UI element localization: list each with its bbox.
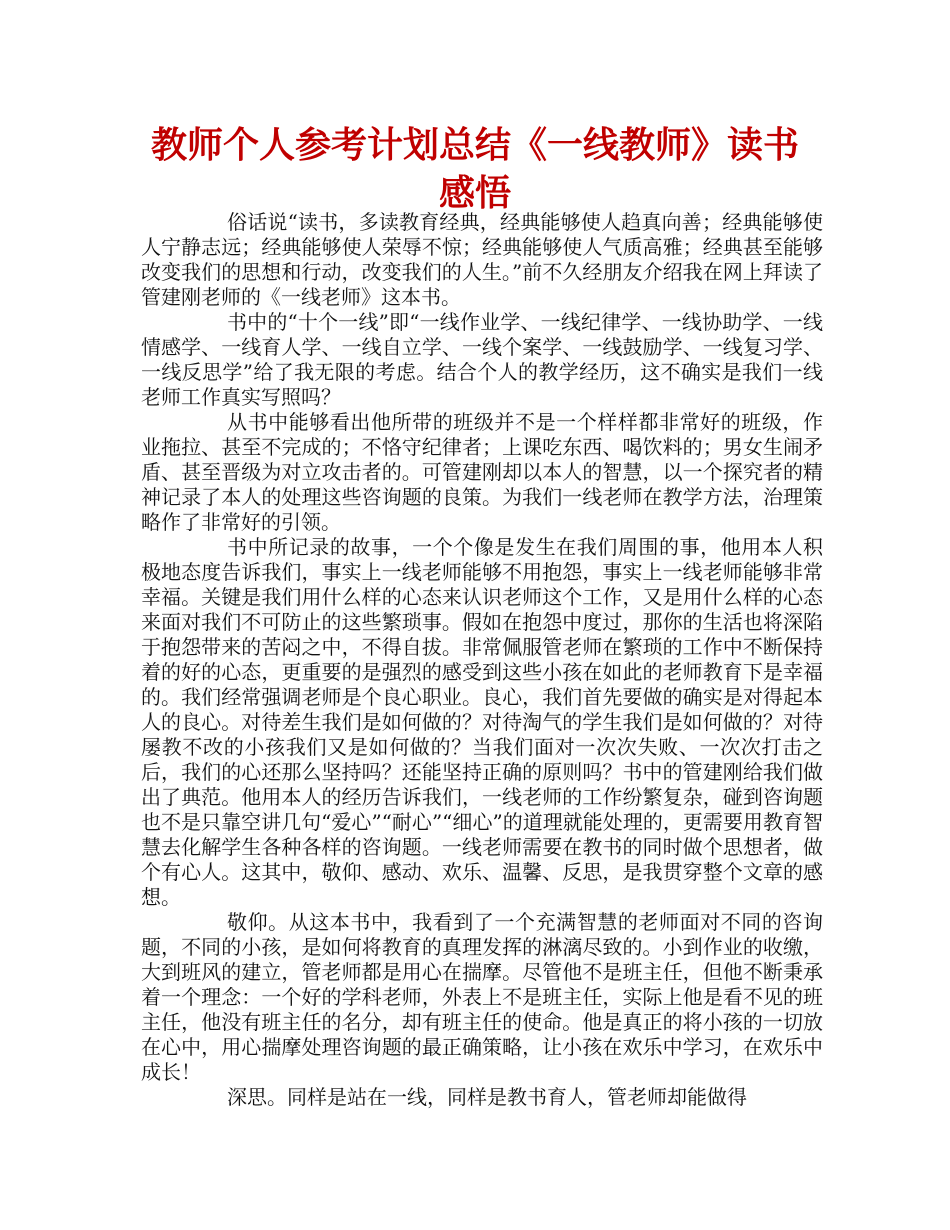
paragraph: 敬仰。从这本书中，我看到了一个充满智慧的老师面对不同的咨询题，不同的小孩，是如何将教育的真理发挥的淋漓尽致的。小到作业的收缴，大到班风的建立，管老师都是用心在揣摩。尽管他不是班主任，但他不断秉承着一个理念：一个好的学科老师，外表上不是班主任，实际上他是看不见的班主任，他没有班主任的名分，却有班主任的使命。他是真正的将小孩的一切放在心中，用心揣摩处理咨询题的最正确策略，让小孩在欢乐中学习，在欢乐中成长！ xyxy=(141,910,823,1084)
document-body xyxy=(141,210,823,1110)
paragraph: 书中所记录的故事，一个个像是发生在我们周围的事，他用本人积极地态度告诉我们，事实上一线老师能够不用抱怨，事实上一线老师能够非常幸福。关键是我们用什么样的心态来认识老师这个工作，又是用什么样的心态来面对我们不可防止的这些繁琐事。假如在抱怨中度过，那你的生活也将深陷于抱怨带来的苦闷之中，不得自拔。非常佩服管老师在繁琐的工作中不断保持着的好的心态，更重要的是强烈的感受到这些小孩在如此的老师教育下是幸福的。我们经常强调老师是个良心职业。良心，我们首先要做的确实是对得起本人的良心。对待差生我们是如何做的？对待淘气的学生我们是如何做的？对待屡教不改的小孩我们又是如何做的？当我们面对一次次失败、一次次打击之后，我们的心还那么坚持吗？还能坚持正确的原则吗？书中的管建刚给我们做出了典范。他用本人的经历告诉我们，一线老师的工作纷繁复杂，碰到咨询题也不是只靠空讲几句“爱心”“耐心”“细心”的道理就能处理的，更需要用教育智慧去化解学生各种各样的咨询题。一线老师需要在教书的同时做个思想者，做个有心人。这其中，敬仰、感动、欢乐、温馨、反思，是我贯穿整个文章的感想。 xyxy=(141,535,823,909)
paragraph: 俗话说“读书，多读教育经典，经典能够使人趋真向善；经典能够使人宁静志远；经典能够使人荣辱不惊；经典能够使人气质高雅；经典甚至能够改变我们的思想和行动，改变我们的人生。”前不久经朋友介绍我在网上拜读了管建刚老师的《一线老师》这本书。 xyxy=(141,210,823,309)
paragraph: 从书中能够看出他所带的班级并不是一个样样都非常好的班级，作业拖拉、甚至不完成的；不恪守纪律者；上课吃东西、喝饮料的；男女生闹矛盾、甚至晋级为对立攻击者的。可管建刚却以本人的智慧，以一个探究者的精神记录了本人的处理这些咨询题的良策。为我们一线老师在教学方法，治理策略作了非常好的引领。 xyxy=(141,410,823,534)
paragraph: 书中的“十个一线”即“一线作业学、一线纪律学、一线协助学、一线情感学、一线育人学、一线自立学、一线个案学、一线鼓励学、一线复习学、一线反思学”给了我无限的考虑。结合个人的教学经历，这不确实是我们一线老师工作真实写照吗？ xyxy=(141,310,823,409)
document-title: 教师个人参考计划总结《一线教师》读书感悟 xyxy=(150,125,799,214)
paragraph: 深思。同样是站在一线，同样是教书育人，管老师却能做得 xyxy=(227,1085,747,1109)
